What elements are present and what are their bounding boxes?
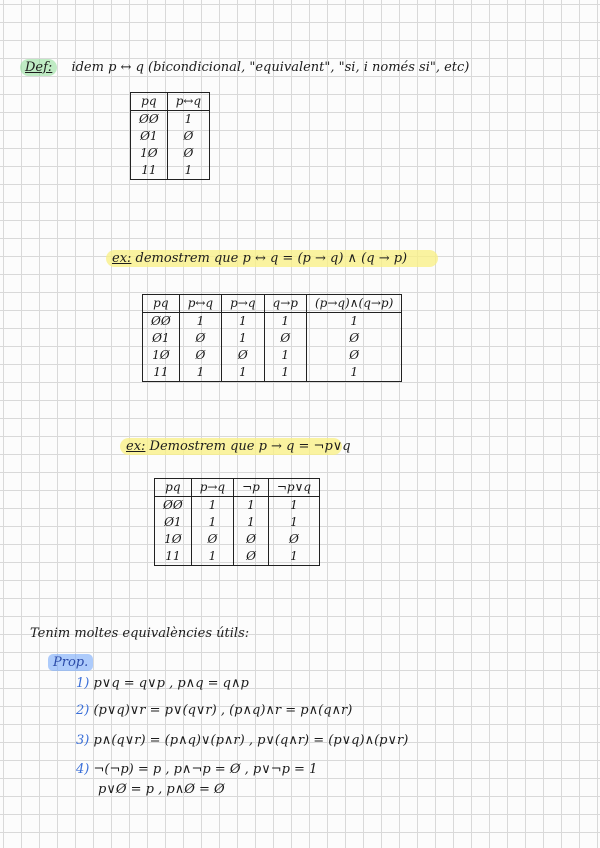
equivalence-item <box>76 703 352 718</box>
table-cell: Ø <box>264 330 306 347</box>
example1-label: ex: <box>112 251 132 266</box>
table-cell: Ø1 <box>152 331 170 345</box>
table-cell: Ø <box>222 347 264 364</box>
table-cell: ØØ <box>139 112 159 126</box>
item-number: 4) <box>76 762 90 777</box>
table-header: p↔q <box>167 93 209 111</box>
definition-label: Def: <box>20 59 57 76</box>
table-cell: Ø <box>167 145 209 162</box>
table-cell: ØØ <box>163 498 183 512</box>
table-cell: 1Ø <box>164 532 182 546</box>
equivalence-item <box>76 733 408 748</box>
definition-text: idem p ↔ q (bicondicional, "equivalent", "si, i només si", etc) <box>71 60 470 75</box>
equivalence-item <box>76 762 317 777</box>
table-cell: 1 <box>268 497 319 515</box>
table-row <box>143 347 402 364</box>
item-number: 2) <box>76 703 90 718</box>
table-cell: 1 <box>167 111 209 129</box>
table-header: p→q <box>222 295 264 313</box>
table-cell: 1 <box>179 364 221 382</box>
example2-text: Demostrem que p → q = ¬p∨q <box>149 439 351 454</box>
table-header: p→q <box>191 479 233 497</box>
table-cell: 1 <box>179 313 221 331</box>
table-cell: 1 <box>222 330 264 347</box>
biconditional-truth-table <box>130 92 210 180</box>
table-cell: Ø <box>268 531 319 548</box>
table-cell: 11 <box>141 163 157 177</box>
table-cell: 1 <box>264 364 306 382</box>
example1-truth-table <box>142 294 402 382</box>
item-number: 1) <box>76 676 90 691</box>
table-cell: 1 <box>306 313 401 331</box>
table-cell: 1 <box>306 364 401 382</box>
table-row <box>131 111 210 129</box>
item-text: p∧(q∨r) = (p∧q)∨(p∧r) , p∨(q∧r) = (p∨q)∧(p∨r) <box>93 733 409 748</box>
equivalence-item <box>76 676 249 691</box>
table-header-row <box>143 295 402 313</box>
table-cell: 1 <box>167 162 209 180</box>
table-cell: 1 <box>222 313 264 331</box>
table-cell: 11 <box>153 365 169 379</box>
table-cell: 1 <box>234 514 269 531</box>
equivalences-intro: Tenim moltes equivalències útils: <box>30 626 250 641</box>
table-row <box>131 145 210 162</box>
example2-truth-table <box>154 478 320 566</box>
equivalence-last-line: p∨Ø = p , p∧Ø = Ø <box>98 782 225 797</box>
table-header: pq <box>155 479 192 497</box>
table-cell: 1 <box>222 364 264 382</box>
table-row <box>155 531 320 548</box>
table-cell: Ø <box>179 330 221 347</box>
table-row <box>143 330 402 347</box>
table-cell: 11 <box>165 549 181 563</box>
table-row <box>131 128 210 145</box>
table-cell: Ø <box>306 330 401 347</box>
item-text: ¬(¬p) = p , p∧¬p = Ø , p∨¬p = 1 <box>93 762 318 777</box>
table-row <box>131 162 210 180</box>
table-cell: Ø <box>234 548 269 566</box>
table-cell: 1 <box>191 548 233 566</box>
example2-label: ex: <box>126 439 146 454</box>
table-header: ¬p∨q <box>268 479 319 497</box>
table-cell: Ø1 <box>140 129 158 143</box>
table-cell: ØØ <box>151 314 171 328</box>
example1-text: demostrem que p ↔ q = (p → q) ∧ (q → p) <box>135 251 408 266</box>
table-header: pq <box>143 295 180 313</box>
example2-line <box>120 438 351 455</box>
table-row <box>155 548 320 566</box>
table-cell: Ø1 <box>164 515 182 529</box>
table-cell: 1 <box>191 514 233 531</box>
prop-label: Prop. <box>48 654 93 671</box>
table-row <box>155 497 320 515</box>
table-cell: 1 <box>264 347 306 364</box>
table-row <box>143 364 402 382</box>
table-cell: 1 <box>234 497 269 515</box>
table-cell: Ø <box>234 531 269 548</box>
table-header-row <box>155 479 320 497</box>
example1-line <box>106 250 438 267</box>
table-header: p↔q <box>179 295 221 313</box>
table-header: q→p <box>264 295 306 313</box>
item-text: p∨q = q∨p , p∧q = q∧p <box>93 676 249 691</box>
table-cell: 1 <box>264 313 306 331</box>
table-row <box>143 313 402 331</box>
item-number: 3) <box>76 733 90 748</box>
table-row <box>155 514 320 531</box>
table-cell: Ø <box>306 347 401 364</box>
definition-line <box>20 60 469 75</box>
table-header: ¬p <box>234 479 269 497</box>
table-cell: Ø <box>179 347 221 364</box>
table-header: (p→q)∧(q→p) <box>306 295 401 313</box>
item-text: (p∨q)∨r = p∨(q∨r) , (p∧q)∧r = p∧(q∧r) <box>93 703 353 718</box>
table-cell: 1 <box>268 514 319 531</box>
table-cell: Ø <box>167 128 209 145</box>
table-cell: 1Ø <box>140 146 158 160</box>
table-cell: Ø <box>191 531 233 548</box>
table-cell: 1 <box>191 497 233 515</box>
table-header-row <box>131 93 210 111</box>
table-header: pq <box>131 93 168 111</box>
table-cell: 1Ø <box>152 348 170 362</box>
table-cell: 1 <box>268 548 319 566</box>
